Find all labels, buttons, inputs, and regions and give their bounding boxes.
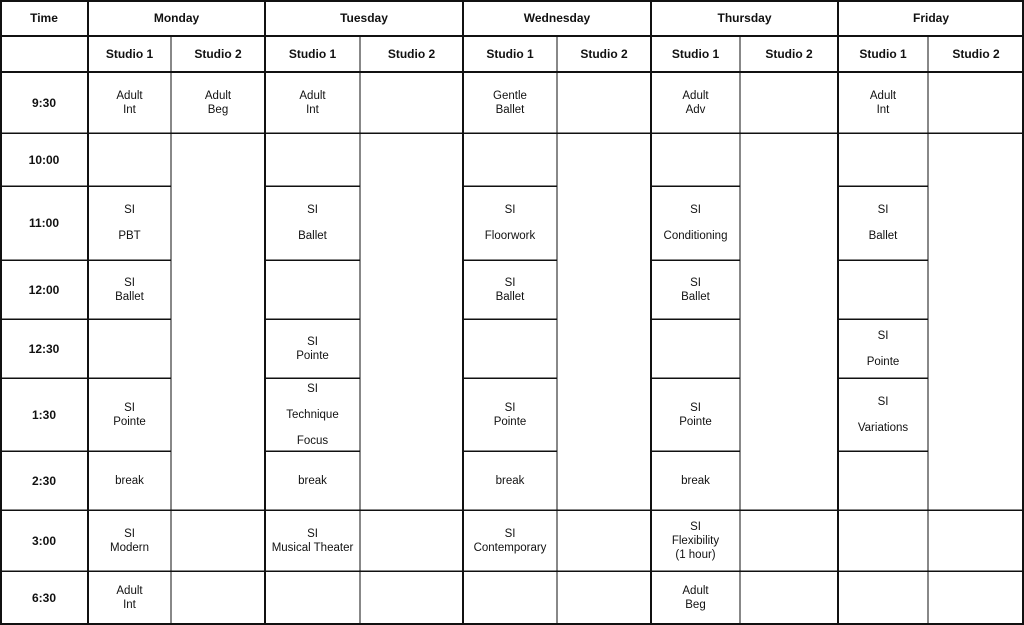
class-text: Beg bbox=[207, 103, 229, 116]
studio-header: Studio 2 bbox=[580, 47, 628, 61]
studio-header: Studio 2 bbox=[952, 47, 1000, 61]
studio-header: Studio 1 bbox=[105, 47, 154, 61]
day-header-monday: Monday bbox=[153, 11, 200, 25]
class-text: Int bbox=[876, 103, 890, 116]
time-column-header: Time bbox=[30, 11, 58, 25]
studio-header: Studio 2 bbox=[765, 47, 813, 61]
class-text: Musical Theater bbox=[271, 541, 354, 554]
class-text: PBT bbox=[118, 230, 141, 242]
class-text: SI bbox=[124, 276, 135, 289]
class-text: Ballet bbox=[495, 290, 525, 303]
class-text: Pointe bbox=[296, 349, 329, 362]
class-text: Pointe bbox=[866, 355, 900, 368]
class-text: SI bbox=[504, 276, 516, 289]
studio-header: Studio 2 bbox=[194, 47, 242, 61]
class-text: Ballet bbox=[115, 290, 144, 303]
time-label: 1:30 bbox=[31, 407, 57, 422]
class-text: Adult bbox=[299, 89, 326, 102]
class-text: SI bbox=[690, 204, 701, 216]
class-text: (1 hour) bbox=[675, 548, 716, 561]
studio-header: Studio 1 bbox=[288, 47, 337, 61]
class-text: SI bbox=[307, 204, 318, 216]
studio-header: Studio 1 bbox=[859, 47, 907, 61]
class-text: Adult bbox=[682, 89, 709, 102]
class-text: Variations bbox=[857, 421, 909, 434]
class-text: SI bbox=[124, 401, 135, 414]
class-text: Conditioning bbox=[663, 230, 728, 242]
class-text: SI bbox=[877, 329, 889, 342]
class-text: Pointe bbox=[113, 415, 146, 428]
time-label: 3:00 bbox=[31, 533, 57, 548]
class-text: SI bbox=[307, 527, 318, 540]
class-text: Int bbox=[123, 103, 136, 116]
class-text: Ballet bbox=[495, 103, 525, 116]
studio-header: Studio 1 bbox=[486, 47, 534, 61]
time-label: 12:30 bbox=[28, 341, 60, 356]
class-text: Beg bbox=[685, 599, 706, 611]
class-text: Int bbox=[123, 599, 136, 611]
time-label: 12:00 bbox=[28, 282, 60, 297]
day-header-tuesday: Tuesday bbox=[340, 11, 388, 25]
class-text: SI bbox=[504, 204, 516, 216]
class-text: break bbox=[115, 474, 144, 487]
class-text: SI bbox=[504, 527, 516, 540]
class-text: SI bbox=[877, 204, 889, 216]
class-text: Pointe bbox=[679, 415, 712, 428]
class-text: Technique bbox=[286, 408, 339, 421]
class-text: SI bbox=[690, 276, 701, 289]
class-text: SI bbox=[307, 335, 318, 348]
studio-header: Studio 2 bbox=[387, 47, 436, 61]
time-label: 6:30 bbox=[31, 591, 57, 605]
class-text: Adult bbox=[116, 585, 143, 597]
class-text: Contemporary bbox=[473, 541, 547, 554]
time-label: 10:00 bbox=[28, 152, 60, 167]
class-text: Adult bbox=[204, 89, 232, 102]
class-text: Pointe bbox=[493, 415, 527, 428]
time-label: 11:00 bbox=[28, 216, 60, 230]
class-text: SI bbox=[124, 527, 135, 540]
class-text: Floorwork bbox=[484, 230, 536, 242]
class-text: SI bbox=[690, 401, 701, 414]
class-text: break bbox=[495, 474, 525, 487]
class-text: Adult bbox=[116, 89, 143, 102]
day-header-wednesday: Wednesday bbox=[523, 11, 591, 25]
class-text: Adult bbox=[869, 89, 897, 102]
class-text: Focus bbox=[296, 434, 329, 447]
class-text: SI bbox=[307, 382, 318, 395]
day-header-thursday: Thursday bbox=[717, 11, 772, 25]
class-text: SI bbox=[690, 520, 701, 533]
class-text: Ballet bbox=[298, 230, 327, 242]
class-text: SI bbox=[877, 395, 889, 408]
class-text: Int bbox=[306, 103, 319, 116]
class-text: SI bbox=[504, 401, 516, 414]
class-text: Ballet bbox=[868, 230, 898, 242]
class-text: Ballet bbox=[681, 290, 710, 303]
day-header-friday: Friday bbox=[912, 11, 949, 25]
class-text: Adv bbox=[685, 103, 706, 116]
class-text: break bbox=[681, 474, 710, 487]
class-text: break bbox=[298, 474, 327, 487]
class-text: Gentle bbox=[493, 89, 527, 102]
studio-header: Studio 1 bbox=[671, 47, 720, 61]
time-label: 2:30 bbox=[31, 473, 57, 488]
class-text: Adult bbox=[682, 585, 709, 597]
class-text: SI bbox=[124, 204, 135, 216]
class-text: Modern bbox=[110, 541, 149, 554]
class-text: Flexibility bbox=[671, 534, 720, 547]
time-label: 9:30 bbox=[31, 95, 57, 110]
